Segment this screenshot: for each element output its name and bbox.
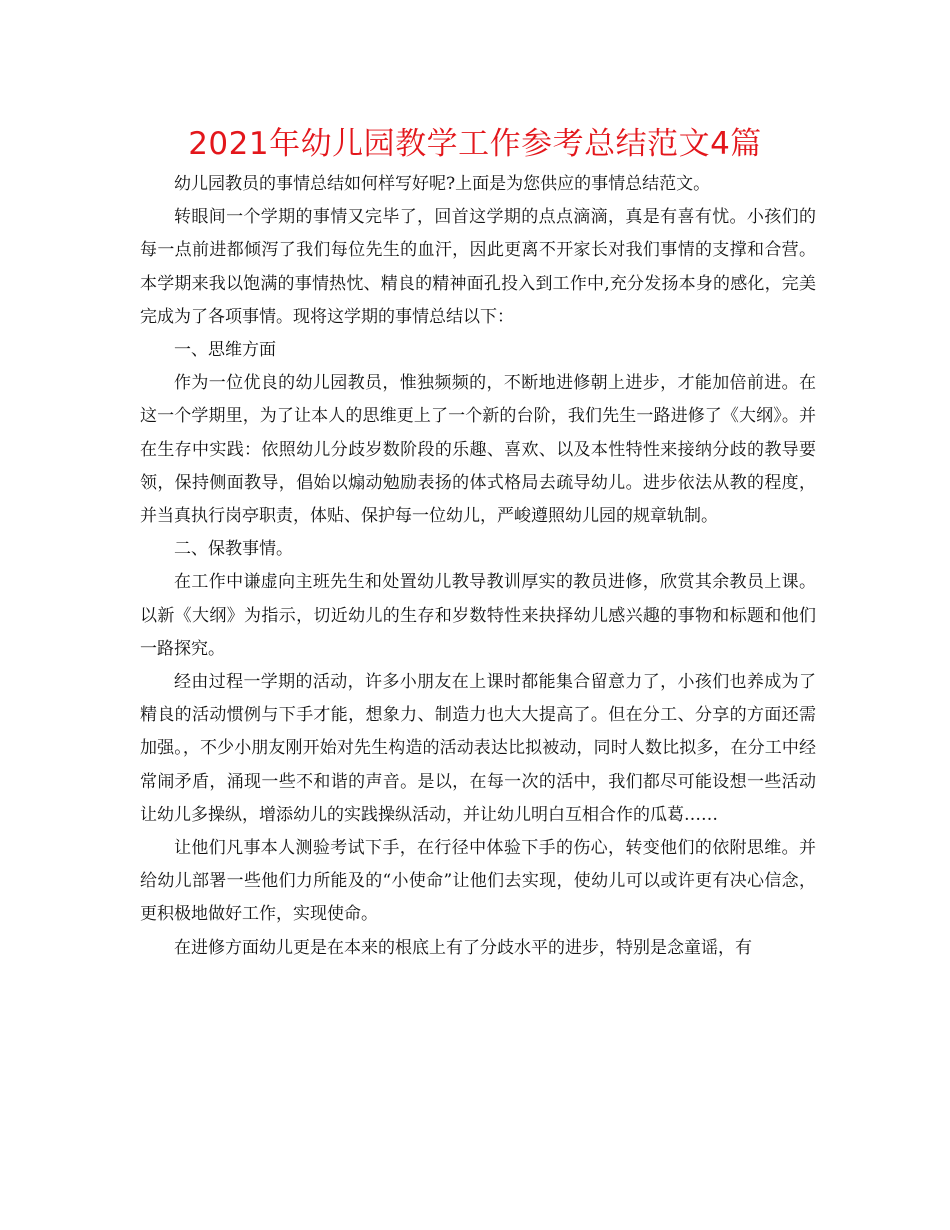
paragraph-independence: 让他们凡事本人测验考试下手，在行径中体验下手的伤心，转变他们的依附思维。并给幼儿部署一些他们力所能及的“小使命”让他们去实现，使幼儿可以或许更有决心信念，更积极地做好工作，实现使命。 — [140, 838, 816, 925]
paragraph-teaching: 在工作中谦虚向主班先生和处置幼儿教导教训厚实的教员进修，欣赏其余教员上课。以新《大纲》为指示，切近幼儿的生存和岁数特性来抉择幼儿感兴趣的事物和标题和他们一路探究。 — [140, 572, 816, 659]
paragraph-thinking: 作为一位优良的幼儿园教员，惟独频频的，不断地进修朝上进步，才能加倍前进。在这一个学期里，为了让本人的思维更上了一个新的台阶，我们先生一路进修了《大纲》。并在生存中实践：依照幼儿分歧岁数阶段的乐趣、喜欢、以及本性特性来接纳分歧的教导要领，保持侧面教导，倡始以煽动勉励表扬的体式格局去疏导幼儿。进步依法从教的程度，并当真执行岗亭职责，体贴、保护每一位幼儿，严峻遵照幼儿园的规章轨制。 — [140, 373, 816, 527]
paragraph-learning: 在进修方面幼儿更是在本来的根底上有了分歧水平的进步，特别是念童谣，有 — [174, 937, 752, 958]
paragraph-overview: 转眼间一个学期的事情又完毕了，回首这学期的点点滴滴，真是有喜有忧。小孩们的每一点前进都倾泻了我们每位先生的血汗，因此更离不开家长对我们事情的支撑和合营。本学期来我以饱满的事情热忱、精良的精神面孔投入到工作中,充分发扬本身的感化，完美完成为了各项事情。现将这学期的事情总结以下： — [140, 207, 816, 327]
section-heading-thinking: 一、思维方面 — [174, 340, 276, 361]
document-title: 2021年幼儿园教学工作参考总结范文4篇 — [188, 126, 762, 162]
section-heading-teaching: 二、保教事情。 — [174, 539, 293, 560]
paragraph-intro: 幼儿园教员的事情总结如何样写好呢?上面是为您供应的事情总结范文。 — [174, 174, 711, 194]
document-body — [140, 168, 816, 965]
paragraph-activities: 经由过程一学期的活动，许多小朋友在上课时都能集合留意力了，小孩们也养成为了精良的活动惯例与下手才能，想象力、制造力也大大提高了。但在分工、分享的方面还需加强。，不少小朋友刚开始对先生构造的活动表达比拟被动，同时人数比拟多，在分工中经常闹矛盾，涌现一些不和谐的声音。是以，在每一次的活中，我们都尽可能设想一些活动让幼儿多操纵，增添幼儿的实践操纵活动，并让幼儿明白互相合作的瓜葛…… — [140, 672, 816, 825]
